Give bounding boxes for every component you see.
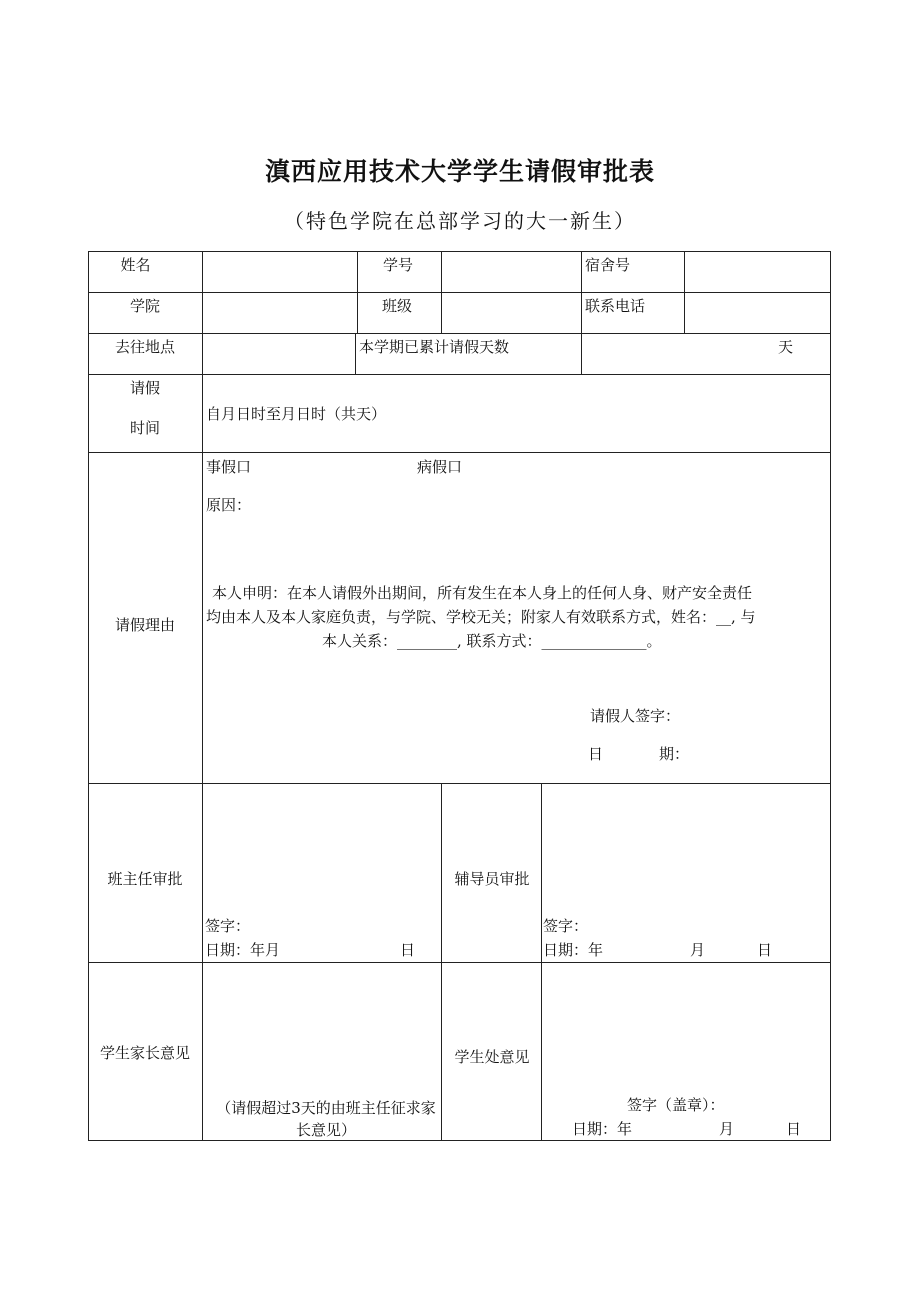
dorm-label: 宿舍号 xyxy=(585,256,631,274)
dorm-field[interactable] xyxy=(686,253,829,291)
column-divider xyxy=(355,333,356,374)
head-teacher-date: 日期：年月 xyxy=(205,941,281,959)
counselor-month: 月 xyxy=(690,941,706,959)
applicant-date-label-part1: 日 xyxy=(588,745,604,763)
phone-field[interactable] xyxy=(686,294,829,332)
accumulated-days-field[interactable] xyxy=(583,335,773,373)
student-id-label: 学号 xyxy=(383,256,414,274)
student-office-date: 日期：年 xyxy=(572,1120,633,1138)
parent-opinion-note: （请假超过3天的由班主任征求家长意见） xyxy=(216,1099,436,1139)
form-subtitle: （特色学院在总部学习的大一新生） xyxy=(284,209,636,233)
leave-time-label-line1: 请假 xyxy=(129,379,160,397)
college-label: 学院 xyxy=(129,297,160,315)
column-divider xyxy=(581,333,582,374)
student-office-day: 日 xyxy=(786,1120,802,1138)
name-field[interactable] xyxy=(204,253,356,291)
destination-field[interactable] xyxy=(204,335,354,373)
column-divider xyxy=(581,251,582,333)
phone-label: 联系电话 xyxy=(585,297,646,315)
applicant-signature-label: 请假人签字： xyxy=(590,707,681,725)
column-divider xyxy=(441,783,442,1141)
class-label: 班级 xyxy=(382,297,413,315)
personal-leave-checkbox[interactable]: 事假口 xyxy=(206,458,252,476)
applicant-date-label-part2: 期： xyxy=(659,745,690,763)
sick-leave-checkbox[interactable]: 病假口 xyxy=(417,458,463,476)
name-label: 姓名 xyxy=(120,256,151,274)
table-border-top xyxy=(88,251,831,252)
days-unit: 天 xyxy=(778,338,794,356)
leave-time-label-line2: 时间 xyxy=(129,419,160,437)
row-divider xyxy=(88,292,831,293)
counselor-date: 日期：年 xyxy=(543,941,604,959)
declaration-line-3: 本人关系：________, 联系方式：______________。 xyxy=(322,632,662,650)
counselor-label: 辅导员审批 xyxy=(454,870,530,888)
head-teacher-approval-field[interactable] xyxy=(204,785,440,910)
student-office-signature: 签字（盖章）： xyxy=(627,1096,725,1114)
declaration-line-1: 本人申明：在本人请假外出期间，所有发生在本人身上的任何人身、财产安全责任 xyxy=(212,584,753,602)
student-id-field[interactable] xyxy=(443,253,580,291)
parent-opinion-field[interactable] xyxy=(204,964,440,1089)
counselor-approval-field[interactable] xyxy=(543,785,829,910)
reason-label: 请假理由 xyxy=(114,616,175,634)
declaration-line-2: 均由本人及本人家庭负责，与学院、学校无关；附家人有效联系方式，姓名：__, 与 xyxy=(206,608,756,626)
form-title: 滇西应用技术大学学生请假审批表 xyxy=(264,157,655,186)
counselor-day: 日 xyxy=(757,941,773,959)
college-field[interactable] xyxy=(204,294,356,332)
parent-opinion-label: 学生家长意见 xyxy=(99,1044,190,1062)
accumulated-days-label: 本学期已累计请假天数 xyxy=(359,338,510,356)
table-border-bottom xyxy=(88,1140,831,1141)
column-divider xyxy=(684,251,685,333)
row-divider xyxy=(88,374,831,375)
row-divider xyxy=(88,783,831,784)
row-divider xyxy=(88,962,831,963)
student-office-opinion-field[interactable] xyxy=(543,964,829,1089)
counselor-signature: 签字： xyxy=(543,917,589,935)
destination-label: 去往地点 xyxy=(114,338,175,356)
reason-prompt: 原因： xyxy=(206,496,252,514)
row-divider xyxy=(88,333,831,334)
head-teacher-signature: 签字： xyxy=(205,917,251,935)
student-office-label: 学生处意见 xyxy=(454,1048,530,1066)
row-divider xyxy=(88,452,831,453)
class-field[interactable] xyxy=(443,294,580,332)
column-divider xyxy=(202,251,203,1141)
column-divider xyxy=(357,251,358,333)
table-border-right xyxy=(830,251,831,1141)
column-divider xyxy=(441,251,442,333)
head-teacher-label: 班主任审批 xyxy=(107,870,183,888)
student-office-month: 月 xyxy=(719,1120,735,1138)
column-divider xyxy=(541,783,542,1141)
reason-field[interactable] xyxy=(206,516,826,576)
leave-time-value[interactable]: 自月日时至月日时（共天） xyxy=(206,405,387,423)
head-teacher-day: 日 xyxy=(400,941,416,959)
